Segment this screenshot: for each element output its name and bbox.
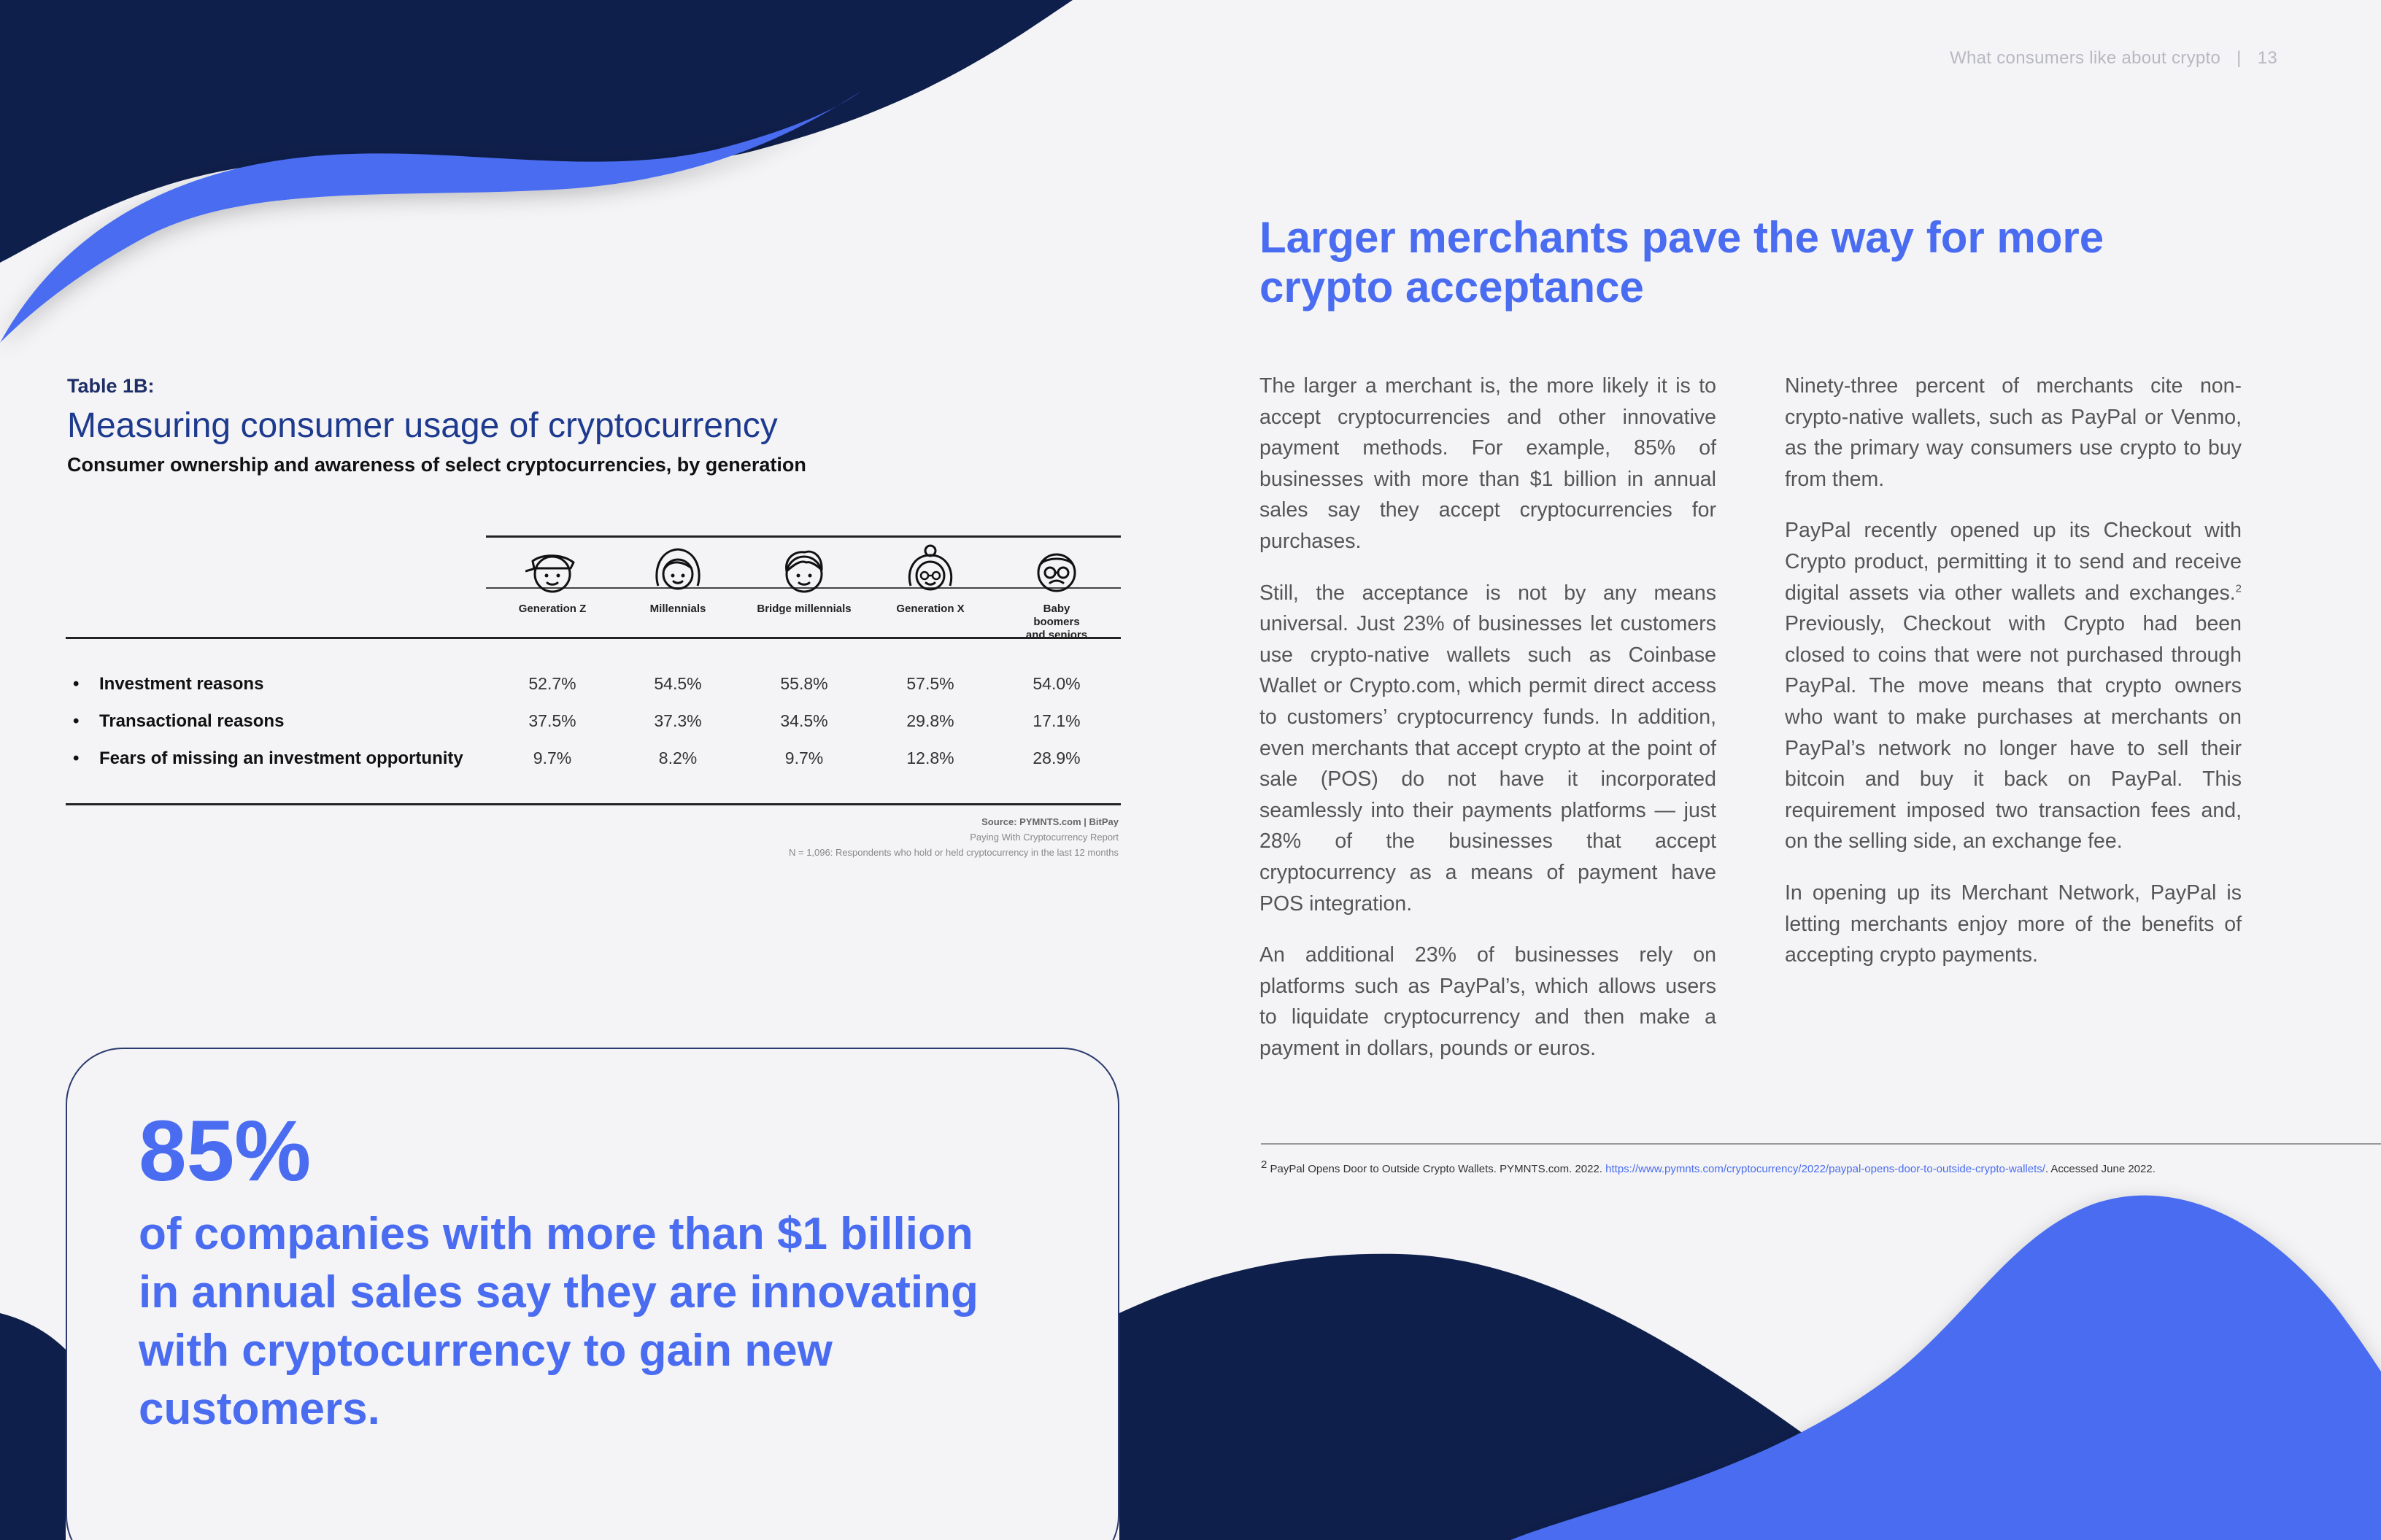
- footnote-accessed: . Accessed June 2022.: [2045, 1163, 2156, 1175]
- stat-value: 85%: [139, 1103, 312, 1199]
- stat-description: of companies with more than $1 billion in annual sales say they are innovating with cryptocurrency to gain new customers.: [139, 1209, 979, 1434]
- bottom-left-navy-wave: [0, 1313, 66, 1540]
- source-line-1: Source: PYMNTS.com | BitPay: [981, 816, 1119, 827]
- row-bullet: •: [73, 748, 80, 768]
- table-cell: 54.0%: [1033, 674, 1081, 693]
- table-cell: 34.5%: [780, 711, 828, 730]
- article-column-2: [1785, 371, 2242, 991]
- bridge-millennial-face-icon: [777, 543, 831, 597]
- footnote-rule: [1261, 1143, 2381, 1145]
- row-bullet: •: [73, 674, 80, 694]
- table-cell: 17.1%: [1033, 711, 1081, 730]
- row-bullet: •: [73, 711, 80, 731]
- column-header-boomers: Baby boomers and seniors: [1025, 603, 1088, 641]
- article-headline: Larger merchants pave the way for more crypto acceptance: [1259, 213, 2104, 312]
- boomer-face-icon: [1030, 543, 1084, 597]
- footnote-ref[interactable]: 2: [2235, 582, 2242, 595]
- table-cell: 37.3%: [654, 711, 702, 730]
- footnote-link[interactable]: https://www.pymnts.com/cryptocurrency/2022/paypal-opens-door-to-outside-crypto-wallets/: [1605, 1163, 2045, 1175]
- column-header-millennials: Millennials: [649, 603, 706, 615]
- footnote-text: PayPal Opens Door to Outside Crypto Wallets. PYMNTS.com. 2022.: [1270, 1163, 1602, 1175]
- table-bottom-rule: [66, 803, 1121, 805]
- column-header-bridge-millennials: Bridge millennials: [757, 603, 852, 615]
- table-source: [789, 814, 1119, 860]
- gen-z-face-icon: [525, 543, 579, 597]
- row-label-text: Investment reasons: [99, 674, 264, 694]
- row-label-text: Transactional reasons: [99, 711, 285, 731]
- table-cell: 8.2%: [658, 748, 698, 767]
- table-row-label: [73, 674, 263, 694]
- table-cell: 28.9%: [1033, 748, 1081, 767]
- footnote: [1261, 1158, 2156, 1175]
- source-line-3: N = 1,096: Respondents who hold or held cryptocurrency in the last 12 months: [788, 847, 1119, 858]
- table-cell: 57.5%: [906, 674, 954, 693]
- table-row-label: [73, 711, 284, 732]
- paragraph-part: Previously, Checkout with Crypto had been closed to coins that were not purchased through PayPal. The move means that crypto owners who want to make purchases at merchants on PayPal’s network no longer have to sell their bitcoin and buy it back on PayPal. This requirement imposed two transaction fees and, on the selling side, an exchange fee.: [1785, 612, 2242, 854]
- table-row-label: [73, 748, 463, 769]
- table-cell: 29.8%: [906, 711, 954, 730]
- page-number: 13: [2257, 48, 2277, 68]
- paragraph: Ninety-three percent of merchants cite non-crypto-native wallets, such as PayPal or Venmo, as the primary way consumers use crypto to buy from them.: [1785, 374, 2242, 491]
- paragraph: An additional 23% of businesses rely on platforms such as PayPal’s, which allows users to liquidate cryptocurrency and then make a payment in dollars, pounds or euros.: [1259, 943, 1716, 1060]
- table-top-rule: [486, 535, 1121, 538]
- row-label-text: Fears of missing an investment opportunity: [99, 748, 463, 768]
- table-cell: 55.8%: [780, 674, 828, 693]
- millennial-face-icon: [651, 543, 705, 597]
- column-header-gen-x: Generation X: [896, 603, 965, 615]
- header-separator: |: [2237, 48, 2242, 68]
- source-line-2: Paying With Cryptocurrency Report: [970, 832, 1119, 843]
- page-header: [1950, 48, 2277, 69]
- section-title: What consumers like about crypto: [1950, 48, 2221, 68]
- paragraph-part: PayPal recently opened up its Checkout with Crypto product, permitting it to send and receive digital assets via other wallets and exchanges.: [1785, 519, 2242, 605]
- table-header-rule: [66, 637, 1121, 639]
- table-cell: 37.5%: [528, 711, 576, 730]
- table-subtitle: Consumer ownership and awareness of select cryptocurrencies, by generation: [67, 454, 806, 476]
- footnote-marker: 2: [1261, 1158, 1267, 1171]
- table-title: Measuring consumer usage of cryptocurrency: [67, 406, 778, 445]
- paragraph: The larger a merchant is, the more likely it is to accept cryptocurrencies and other innovative payment methods. For example, 85% of businesses with more than $1 billion in annual sales say they accept cryptocurrencies for purchases.: [1259, 374, 1716, 553]
- paragraph: In opening up its Merchant Network, PayPal is letting merchants enjoy more of the benefits of accepting crypto payments.: [1785, 881, 2242, 967]
- table-cell: 52.7%: [528, 674, 576, 693]
- table-cell: 9.7%: [784, 748, 824, 767]
- paragraph: [1785, 515, 2242, 857]
- table-cell: 9.7%: [533, 748, 572, 767]
- paragraph: Still, the acceptance is not by any means universal. Just 23% of businesses let customers use crypto-native wallets such as Coinbase Wallet or Crypto.com, which permit direct access to customers’ cryptocurrency funds. In addition, even merchants that accept crypto at the point of sale (POS) do not have it incorporated seamlessly into their payments platforms — just 28% of the businesses that accept cryptocurrency as a means of payment have POS integration.: [1259, 581, 1716, 916]
- column-header-gen-z: Generation Z: [518, 603, 587, 615]
- table-cell: 12.8%: [906, 748, 954, 767]
- article-column-1: [1259, 371, 1716, 1084]
- table-cell: 54.5%: [654, 674, 702, 693]
- gen-x-face-icon: [903, 543, 957, 597]
- table-label: Table 1B:: [67, 375, 155, 397]
